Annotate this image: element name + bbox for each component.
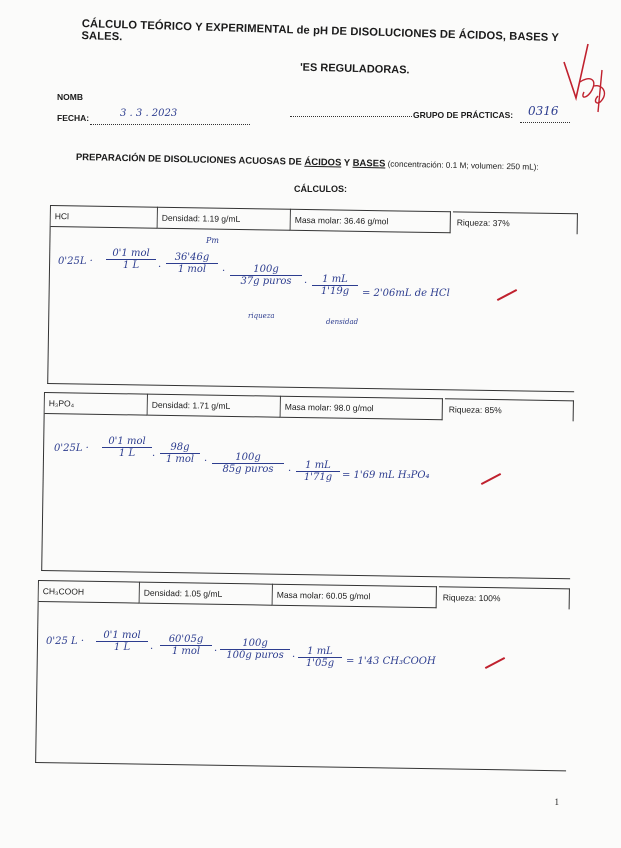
- molar-mass-cell: Masa molar: 60.05 g/mol: [273, 584, 437, 609]
- frac-num: 100g: [230, 264, 302, 276]
- section-title: [76, 152, 616, 174]
- frac-den: 1'19g: [320, 286, 350, 297]
- density-cell: Densidad: 1.71 g/mL: [148, 394, 281, 418]
- multiply-sign: ·: [292, 652, 296, 663]
- note-pm: Pm: [206, 236, 219, 245]
- frac-num: 60'05g: [160, 634, 212, 646]
- multiply-sign: ·: [158, 262, 162, 273]
- richness-cell: Riqueza: 100%: [439, 586, 570, 609]
- work-result: = 1'43 CH₃COOH: [346, 656, 436, 667]
- name-line: [290, 116, 412, 117]
- frac-num: 0'1 mol: [106, 248, 156, 260]
- ch3cooh-block: [35, 580, 569, 771]
- density-cell: Densidad: 1.05 g/mL: [140, 582, 273, 606]
- compound-cell: HCl: [51, 205, 158, 229]
- work-start: 0'25 L ·: [46, 636, 85, 647]
- frac-den: 85g puros: [222, 464, 274, 475]
- work-start: 0'25L ·: [58, 256, 93, 267]
- fraction-molar-mass: [166, 252, 218, 275]
- date-label: FECHA:: [57, 113, 90, 123]
- multiply-sign: ·: [152, 451, 156, 462]
- fraction-density: [312, 274, 358, 297]
- multiply-sign: ·: [204, 456, 208, 467]
- multiply-sign: ·: [150, 644, 154, 655]
- fraction-richness: [212, 452, 284, 475]
- fraction-molar-mass: [160, 442, 200, 465]
- frac-den: 1 L: [113, 642, 131, 653]
- density-cell: Densidad: 1.19 g/mL: [158, 207, 291, 231]
- fraction-molar-mass: [160, 634, 212, 657]
- teacher-signature-mark: [558, 40, 618, 120]
- section-title-bases: BASES: [352, 157, 386, 170]
- frac-num: 36'46g: [166, 252, 218, 264]
- frac-num: 1 mL: [298, 646, 342, 658]
- frac-num: 0'1 mol: [102, 436, 152, 448]
- frac-num: 98g: [160, 442, 200, 454]
- frac-den: 1'71g: [303, 472, 333, 483]
- richness-cell: Riqueza: 37%: [453, 211, 578, 234]
- note-riqueza: riqueza: [248, 312, 275, 320]
- h3po4-block: [41, 392, 573, 579]
- fraction-density: [298, 646, 342, 669]
- frac-den: 37g puros: [240, 276, 292, 287]
- multiply-sign: ·: [222, 266, 226, 277]
- fraction-richness: [230, 264, 302, 287]
- work-result: = 1'69 mL H₃PO₄: [342, 470, 430, 481]
- group-line: [520, 122, 570, 123]
- frac-num: 100g: [220, 638, 290, 650]
- date-line: [90, 124, 250, 125]
- frac-num: 0'1 mol: [96, 630, 148, 642]
- page-subtitle: 'ES REGULADORAS.: [299, 61, 410, 77]
- molar-mass-cell: Masa molar: 36.46 g/mol: [291, 209, 451, 234]
- frac-den: 100g puros: [226, 650, 284, 661]
- frac-num: 1 mL: [296, 460, 340, 472]
- fraction-concentration: [96, 630, 148, 653]
- section-title-acidos: ÁCIDOS: [304, 156, 342, 169]
- frac-den: 1 L: [122, 260, 140, 271]
- frac-den: 1 L: [118, 448, 136, 459]
- date-value: 3 . 3 . 2023: [120, 108, 178, 119]
- section-title-y: Y: [341, 157, 353, 169]
- section-title-pre: PREPARACIÓN DE DISOLUCIONES ACUOSAS DE: [75, 152, 305, 168]
- calculations-title: CÁLCULOS:: [294, 184, 347, 194]
- fraction-density: [296, 460, 340, 483]
- compound-cell: CH₃COOH: [39, 580, 140, 604]
- richness-cell: Riqueza: 85%: [445, 398, 574, 421]
- multiply-sign: ·: [214, 646, 218, 657]
- multiply-sign: ·: [288, 466, 292, 477]
- page-title: CÁLCULO TEÓRICO Y EXPERIMENTAL de pH DE DISOLUCIONES DE ÁCIDOS, BASES Y SALES.: [81, 18, 559, 45]
- name-label: NOMB: [57, 92, 83, 102]
- fraction-concentration: [102, 436, 152, 459]
- multiply-sign: ·: [304, 278, 308, 289]
- frac-den: 1 mol: [171, 646, 201, 657]
- group-label: GRUPO DE PRÁCTICAS:: [413, 110, 514, 120]
- frac-den: 1'05g: [305, 658, 335, 669]
- group-value: 0316: [528, 104, 559, 118]
- note-densidad: densidad: [326, 318, 359, 326]
- section-title-conditions: (concentración: 0.1 M; volumen: 250 mL):: [385, 159, 539, 172]
- fraction-concentration: [106, 248, 156, 271]
- compound-cell: H₃PO₄: [45, 392, 148, 416]
- frac-den: 1 mol: [165, 454, 195, 465]
- work-result: = 2'06mL de HCl: [362, 288, 450, 299]
- frac-num: 100g: [212, 452, 284, 464]
- work-start: 0'25L ·: [54, 443, 89, 454]
- frac-den: 1 mol: [177, 264, 207, 275]
- frac-num: 1 mL: [312, 274, 358, 286]
- page-number: 1: [554, 797, 559, 807]
- molar-mass-cell: Masa molar: 98.0 g/mol: [281, 396, 443, 421]
- fraction-richness: [220, 638, 290, 661]
